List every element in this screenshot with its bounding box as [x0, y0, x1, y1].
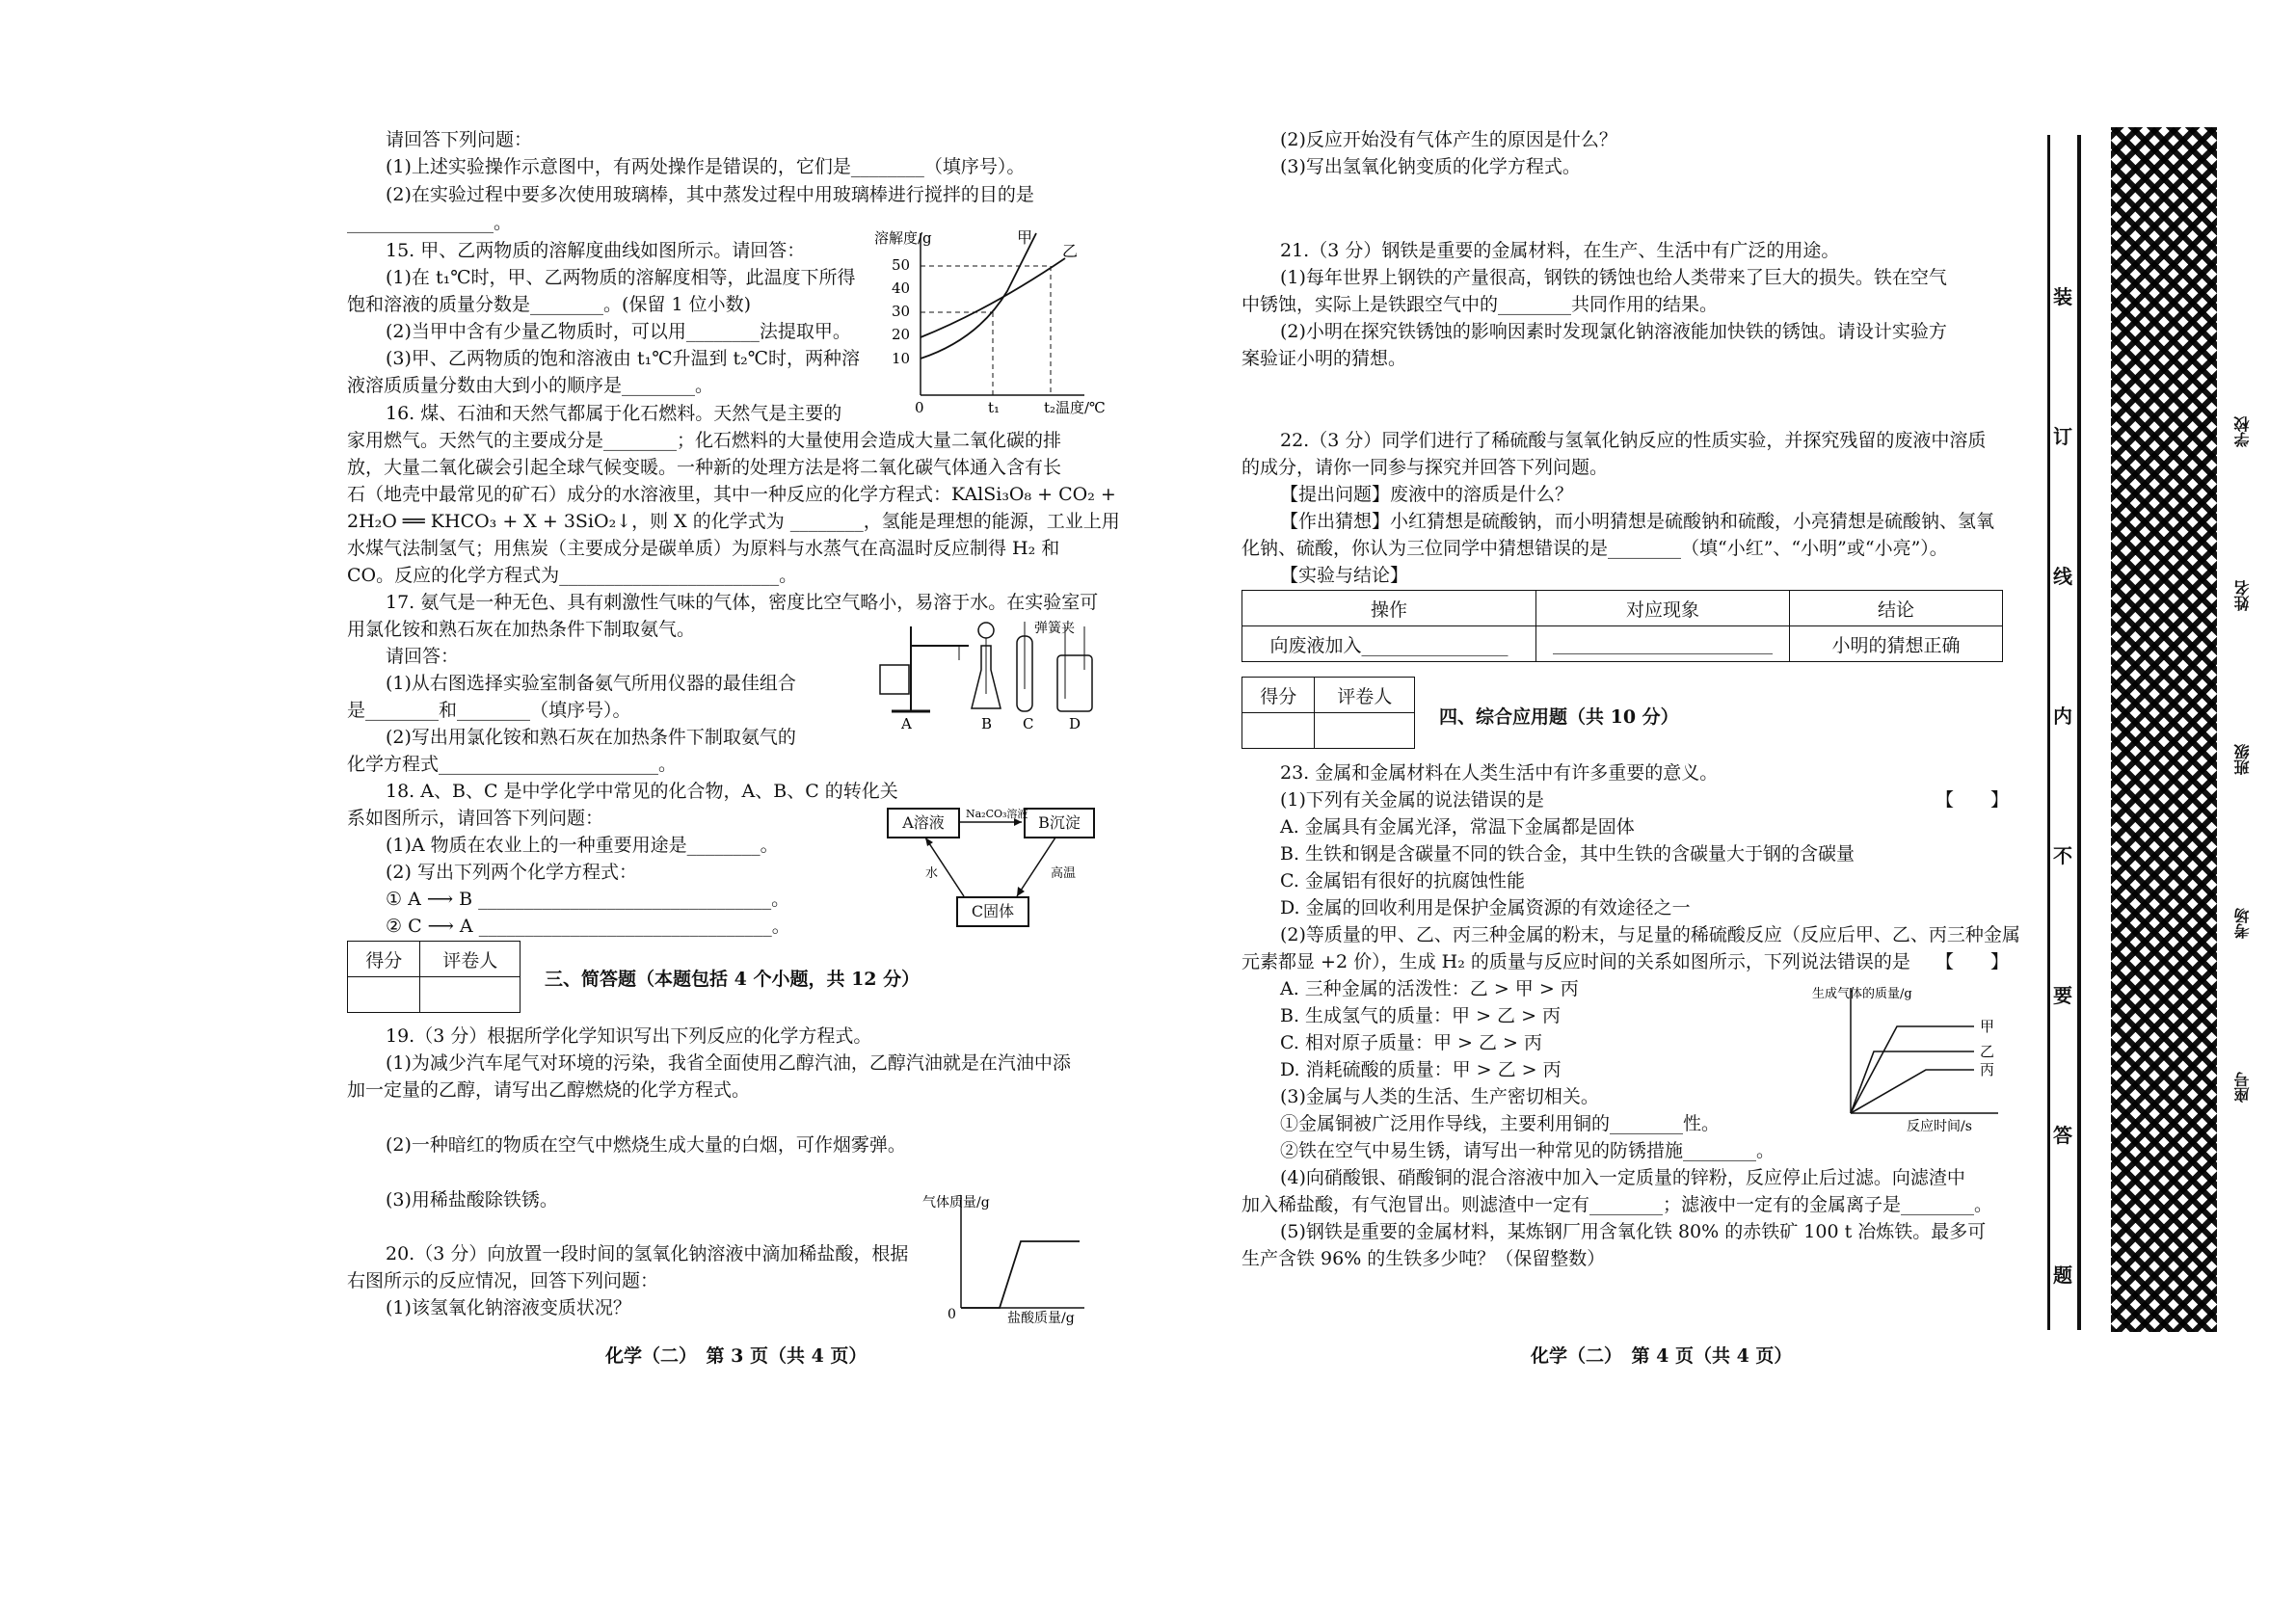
text-line: 是________和________（填序号）。: [347, 700, 631, 721]
text-line: 16. 煤、石油和天然气都属于化石燃料。天然气是主要的: [386, 403, 842, 424]
section-4-title: 四、综合应用题（共 10 分）: [1439, 706, 1679, 728]
sol-ylabel: 溶解度/g: [874, 229, 932, 247]
text-line: (1)从右图选择实验室制备氨气所用仪器的最佳组合: [386, 673, 796, 694]
svg-text:50: 50: [892, 256, 911, 274]
hatch-pattern: [2111, 127, 2217, 1332]
svg-text:20: 20: [892, 326, 911, 343]
svg-text:盐酸质量/g: 盐酸质量/g: [1007, 1311, 1075, 1326]
text-line: ①金属铜被广泛用作导线，主要利用铜的________性。: [1280, 1113, 1721, 1134]
text-line: 右图所示的反应情况，回答下列问题：: [347, 1270, 659, 1291]
gas-chart: [921, 1187, 1089, 1326]
text-line: (1)在 t₁℃时，甲、乙两物质的溶解度相等，此温度下所得: [386, 267, 856, 288]
section-3-title: 三、简答题（本题包括 4 个小题，共 12 分）: [545, 969, 921, 990]
text-line: B. 生铁和钢是含碳量不同的铁合金，其中生铁的含碳量大于钢的含碳量: [1280, 843, 1855, 865]
svg-text:C: C: [1023, 715, 1034, 732]
grader-cell[interactable]: [1315, 713, 1415, 749]
text-line: (2)等质量的甲、乙、丙三种金属的粉末，与足量的稀硫酸反应（反应后甲、乙、丙三种金属: [1280, 924, 2020, 945]
gas-curve: [961, 1241, 1080, 1308]
node-c: C固体: [956, 896, 1029, 927]
svg-text:温度/℃: 温度/℃: [1055, 399, 1106, 416]
node-a: A溶液: [887, 808, 960, 838]
text-line: ① A ⟶ B ________________________________。: [386, 889, 790, 910]
svg-text:生成气体的质量/g: 生成气体的质量/g: [1812, 987, 1912, 1001]
text-line: (1)该氢氧化钠溶液变质状况？: [386, 1297, 631, 1318]
text-line: 加入稀盐酸，有气泡冒出。则滤渣中一定有________；滤液中一定有的金属离子是________。: [1241, 1194, 1993, 1215]
footer-left: 化学（二） 第 3 页（共 4 页）: [605, 1345, 868, 1367]
text-line: ②铁在空气中易生锈，请写出一种常见的防锈措施________。: [1280, 1140, 1775, 1161]
text-line: A. 金属具有金属光泽，常温下金属都是固体: [1280, 816, 1635, 838]
text-line: (2)一种暗红的物质在空气中燃烧生成大量的白烟，可作烟雾弹。: [386, 1134, 906, 1156]
text-line: 20.（3 分）向放置一段时间的氢氧化钠溶液中滴加稀盐酸，根据: [386, 1243, 909, 1264]
text-line: 家用燃气。天然气的主要成分是________；化石燃料的大量使用会造成大量二氧化碳的排: [347, 430, 1062, 451]
text-line: 2H₂O ══ KHCO₃ + X + 3SiO₂↓，则 X 的化学式为 ________，氢能是理想的能源，工业上用: [347, 511, 1120, 532]
text-line: 饱和溶液的质量分数是________。(保留 1 位小数): [347, 294, 751, 315]
text-line: 加一定量的乙醇，请写出乙醇燃烧的化学方程式。: [347, 1079, 751, 1101]
text-line: 21.（3 分）钢铁是重要的金属材料，在生产、生活中有广泛的用途。: [1280, 240, 1840, 261]
hydrogen-chart: [1810, 978, 2003, 1132]
text-line: 【提出问题】废液中的溶质是什么？: [1280, 484, 1574, 505]
svg-text:高温: 高温: [1051, 866, 1077, 881]
text-line: (2)当甲中含有少量乙物质时，可以用________法提取甲。: [386, 321, 851, 342]
score-label: 得分: [348, 942, 420, 977]
binding-char: 答: [2053, 1120, 2072, 1148]
binding-char: 题: [2053, 1260, 2072, 1288]
text-line: (1)下列有关金属的说法错误的是: [1280, 789, 1544, 811]
answer-bracket-1[interactable]: 【 】: [1936, 789, 2010, 811]
svg-text:t₂: t₂: [1044, 399, 1056, 416]
text-line: B. 生成氢气的质量：甲 > 乙 > 丙: [1280, 1005, 1562, 1026]
text-line: 19.（3 分）根据所学化学知识写出下列反应的化学方程式。: [386, 1025, 872, 1047]
operation-cell[interactable]: 向废液加入________________: [1242, 626, 1536, 662]
binding-char: 线: [2053, 561, 2072, 589]
svg-text:丙: 丙: [1980, 1061, 1995, 1078]
text-line: (1)每年世界上钢铁的产量很高，钢铁的锈蚀也给人类带来了巨大的损失。铁在空气: [1280, 267, 1947, 288]
score-cell[interactable]: [1242, 713, 1315, 749]
flow-diagram: [887, 808, 1099, 943]
svg-text:0: 0: [915, 399, 924, 416]
svg-text:40: 40: [892, 279, 911, 297]
text-line: (2)在实验过程中要多次使用玻璃棒，其中蒸发过程中用玻璃棒进行搅拌的目的是: [386, 184, 1034, 205]
text-line: D. 金属的回收利用是保护金属资源的有效途径之一: [1280, 897, 1691, 918]
text-line: 水煤气法制氢气；用焦炭（主要成分是碳单质）为原料与水蒸气在高温时反应制得 H₂ 和: [347, 538, 1060, 559]
experiment-table: 操作 对应现象 结论 向废液加入________________ ________________________ 小明的猜想正确: [1241, 590, 2003, 662]
text-line: 17. 氨气是一种无色、具有刺激性气味的气体，密度比空气略小，易溶于水。在实验室可: [386, 592, 1099, 613]
text-line: ________________。: [347, 212, 513, 233]
binding-char: 订: [2053, 421, 2072, 449]
text-line: A. 三种金属的活泼性：乙 > 甲 > 丙: [1280, 978, 1579, 999]
text-line: 石（地壳中最常见的矿石）成分的水溶液里，其中一种反应的化学方程式：KAlSi₃O₈ + CO₂ +: [347, 484, 1116, 505]
solubility-chart: [872, 224, 1106, 416]
text-line: 化钠、硫酸，你认为三位同学中猜想错误的是________（填“小红”、“小明”或“小亮”）。: [1241, 538, 1948, 559]
text-line: 元素都显 +2 价），生成 H₂ 的质量与反应时间的关系如图所示，下列说法错误的是: [1241, 951, 1910, 972]
text-line: (1)为减少汽车尾气对环境的污染，我省全面使用乙醇汽油，乙醇汽油就是在汽油中添: [386, 1052, 1071, 1074]
curve-jia: [921, 233, 1036, 359]
svg-text:甲: 甲: [1980, 1018, 1995, 1035]
text-line: 请回答下列问题：: [386, 129, 533, 150]
text-line: (2)反应开始没有气体产生的原因是什么？: [1280, 129, 1617, 150]
series-yi-label: 乙: [1062, 242, 1079, 260]
answer-bracket-2[interactable]: 【 】: [1936, 951, 2010, 972]
binding-char: 装: [2053, 281, 2072, 309]
text-line: CO。反应的化学方程式为________________________。: [347, 565, 798, 586]
svg-text:Na₂CO₃溶液: Na₂CO₃溶液: [966, 808, 1028, 820]
text-line: (2)写出用氯化铵和熟石灰在加热条件下制取氨气的: [386, 727, 796, 748]
text-line: 用氯化铵和熟石灰在加热条件下制取氨气。: [347, 619, 696, 640]
svg-text:t₁: t₁: [988, 399, 1001, 416]
footer-right: 化学（二） 第 4 页（共 4 页）: [1531, 1345, 1793, 1367]
text-line: 放，大量二氧化碳会引起全球气候变暖。一种新的处理方法是将二氧化碳气体通入含有长: [347, 457, 1062, 478]
apparatus-figure: [872, 617, 1104, 731]
text-line: (4)向硝酸银、硝酸铜的混合溶液中加入一定质量的锌粉，反应停止后过滤。向滤渣中: [1280, 1167, 1965, 1188]
grader-cell[interactable]: [420, 977, 521, 1013]
score-table-4: 得分 评卷人: [1241, 677, 1415, 749]
text-line: (3)金属与人类的生活、生产密切相关。: [1280, 1086, 1599, 1107]
text-line: (1)A 物质在农业上的一种重要用途是________。: [386, 835, 779, 856]
svg-text:10: 10: [892, 350, 911, 367]
phenomenon-cell[interactable]: ________________________: [1536, 626, 1790, 662]
text-line: 22.（3 分）同学们进行了稀硫酸与氢氧化钠反应的性质实验，并探究残留的废液中溶质: [1280, 430, 1987, 451]
text-line: ② C ⟶ A ________________________________。: [386, 916, 790, 937]
text-line: 23. 金属和金属材料在人类生活中有许多重要的意义。: [1280, 762, 1719, 784]
svg-text:乙: 乙: [1980, 1043, 1995, 1060]
svg-text:0: 0: [948, 1307, 956, 1322]
node-b: B沉淀: [1024, 808, 1095, 838]
grader-label: 评卷人: [420, 942, 521, 977]
text-line: D. 消耗硫酸的质量：甲 > 乙 > 丙: [1280, 1059, 1562, 1080]
text-line: 化学方程式________________________。: [347, 754, 678, 775]
binding-field-label: 座号: [2233, 1072, 2252, 1103]
conclusion-cell: 小明的猜想正确: [1790, 626, 2003, 662]
svg-text:30: 30: [892, 303, 911, 320]
svg-text:A: A: [901, 715, 912, 732]
binding-char: 不: [2053, 840, 2072, 868]
text-line: 18. A、B、C 是中学化学中常见的化合物，A、B、C 的转化关: [386, 781, 898, 802]
binding-field-label: 学校: [2233, 416, 2252, 447]
svg-text:水: 水: [925, 866, 939, 881]
text-line: 的成分，请你一同参与探究并回答下列问题。: [1241, 457, 1609, 478]
text-line: (3)写出氢氧化钠变质的化学方程式。: [1280, 156, 1581, 177]
text-line: 液溶质质量分数由大到小的顺序是________。: [347, 375, 714, 396]
text-line: 系如图所示，请回答下列问题：: [347, 808, 604, 829]
text-line: (5)钢铁是重要的金属材料，某炼钢厂用含氧化铁 80% 的赤铁矿 100 t 冶炼铁。最多可: [1280, 1221, 1987, 1242]
text-line: (3)用稀盐酸除铁锈。: [386, 1189, 558, 1211]
text-line: 请回答：: [386, 646, 460, 667]
text-line: (2) 写出下列两个化学方程式：: [386, 862, 637, 883]
text-line: 15. 甲、乙两物质的溶解度曲线如图所示。请回答：: [386, 240, 806, 261]
svg-text:气体质量/g: 气体质量/g: [922, 1195, 990, 1211]
binding-char: 内: [2053, 701, 2072, 729]
binding-field-label: 姓名: [2233, 580, 2252, 611]
svg-text:B: B: [981, 715, 993, 732]
text-line: 中锈蚀，实际上是铁跟空气中的________共同作用的结果。: [1241, 294, 1719, 315]
score-cell[interactable]: [348, 977, 420, 1013]
text-line: (1)上述实验操作示意图中，有两处操作是错误的，它们是________（填序号）。: [386, 156, 1026, 177]
text-line: C. 相对原子质量：甲 > 乙 > 丙: [1280, 1032, 1542, 1053]
binding-char: 要: [2053, 980, 2072, 1008]
binding-field-label: 考场: [2233, 908, 2252, 939]
text-line: 案验证小明的猜想。: [1241, 348, 1407, 369]
binding-strip: [2034, 127, 2286, 1337]
text-line: (3)甲、乙两物质的饱和溶液由 t₁℃升温到 t₂℃时，两种溶: [386, 348, 861, 369]
text-line: (2)小明在探究铁锈蚀的影响因素时发现氯化钠溶液能加快铁的锈蚀。请设计实验方: [1280, 321, 1947, 342]
score-table-3: [347, 941, 521, 1013]
binding-field-label: 班级: [2233, 744, 2252, 775]
svg-text:弹簧夹: 弹簧夹: [1034, 621, 1075, 636]
svg-text:反应时间/s: 反应时间/s: [1907, 1119, 1972, 1134]
series-jia-label: 甲: [1017, 228, 1033, 247]
text-line: 【作出猜想】小红猜想是硫酸钠，而小明猜想是硫酸钠和硫酸，小亮猜想是硫酸钠、氢氧: [1280, 511, 1995, 532]
text-line: C. 金属铝有很好的抗腐蚀性能: [1280, 870, 1525, 891]
svg-text:D: D: [1069, 715, 1081, 732]
text-line: 【实验与结论】: [1280, 565, 1409, 586]
text-line: 生产含铁 96% 的生铁多少吨？（保留整数）: [1241, 1248, 1606, 1269]
